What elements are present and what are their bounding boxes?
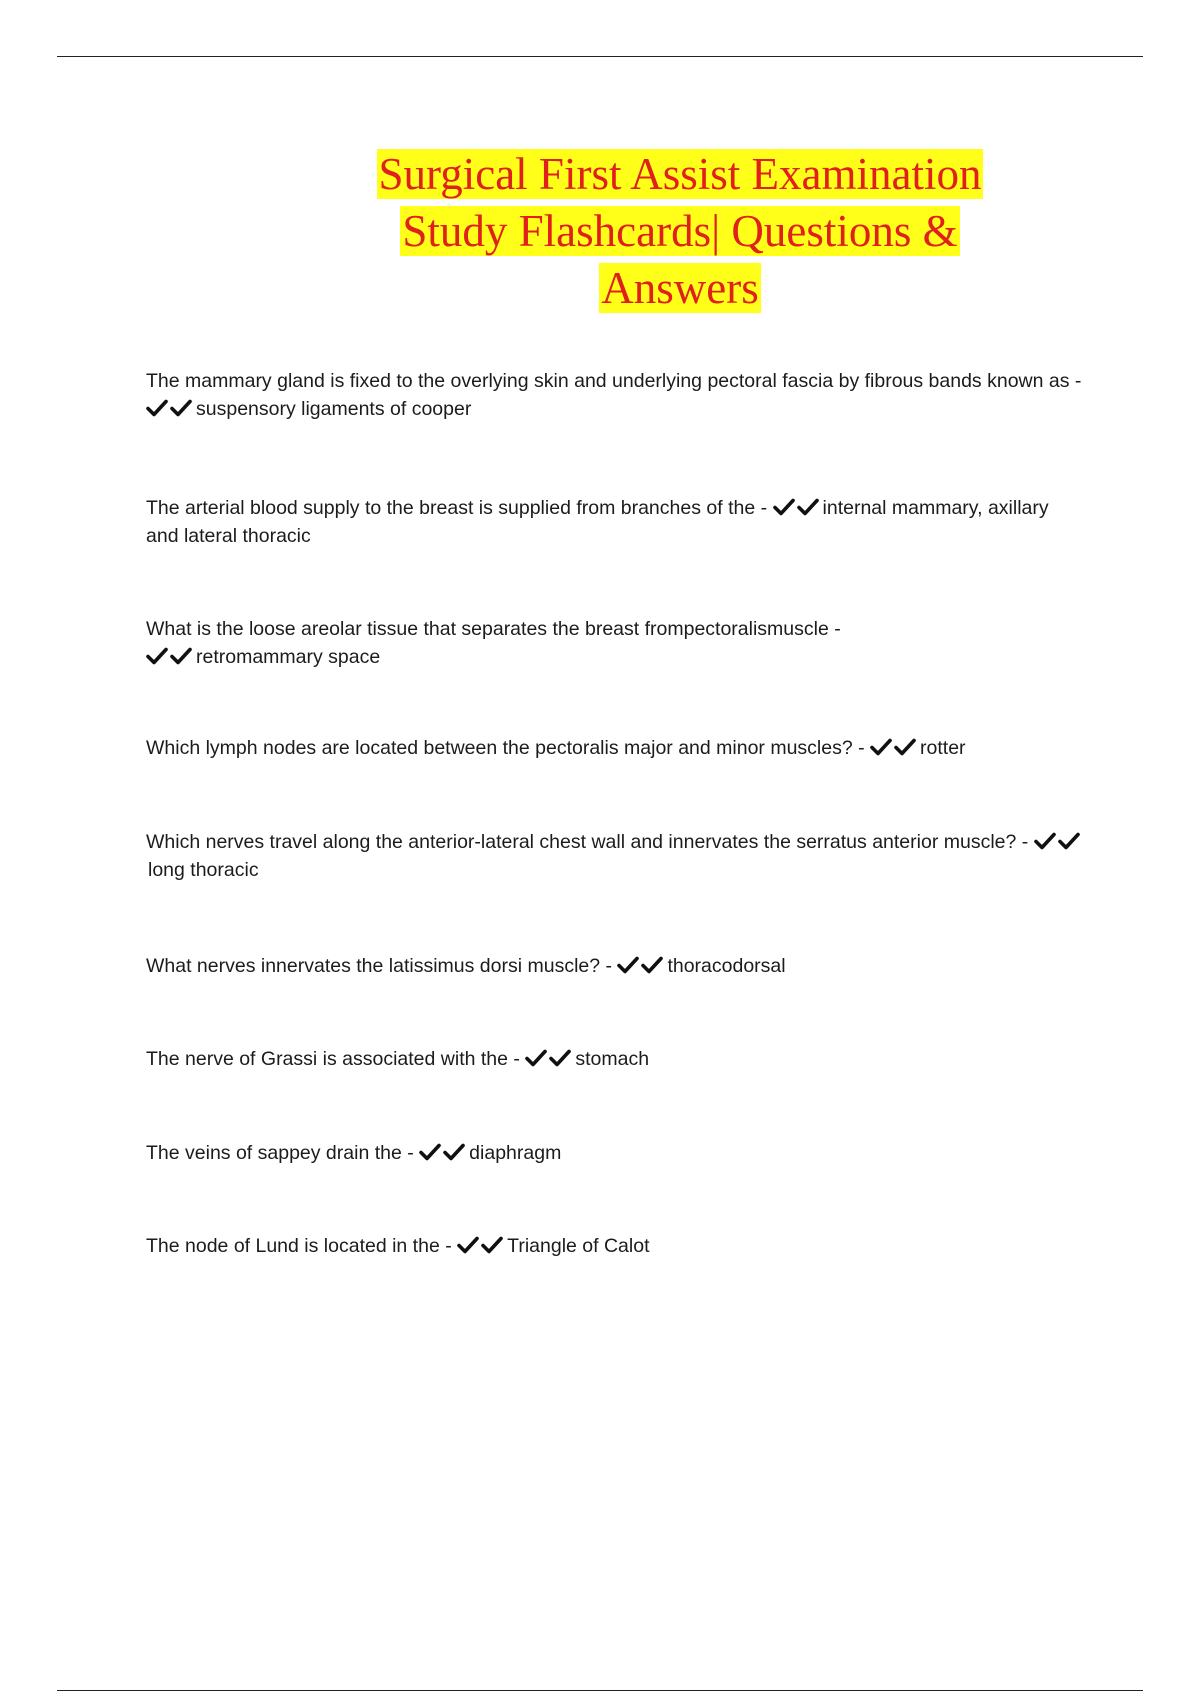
flashcard: [146, 615, 1086, 671]
top-rule: [57, 56, 1143, 57]
document-title: [330, 146, 1030, 317]
flashcard-answer: suspensory ligaments of cooper: [196, 398, 472, 420]
checkmark-icon: [549, 1049, 571, 1067]
checkmark-icon: [170, 647, 192, 665]
flashcard-question: Which nerves travel along the anterior-lateral chest wall and innervates the serratus anterior muscle? -: [146, 831, 1029, 853]
flashcard: [146, 1232, 1086, 1260]
flashcard-question: The node of Lund is located in the -: [146, 1235, 452, 1257]
checkmark-icon: [870, 738, 892, 756]
flashcard-answer: diaphragm: [469, 1142, 562, 1164]
checkmark-icon: [419, 1143, 441, 1161]
flashcard-answer: long thoracic: [148, 859, 259, 881]
flashcard-question: Which lymph nodes are located between the pectoralis major and minor muscles? -: [146, 737, 865, 759]
flashcard: [146, 952, 1086, 980]
checkmark-icon: [797, 498, 819, 516]
checkmark-icon: [443, 1143, 465, 1161]
flashcard-answer: thoracodorsal: [667, 955, 786, 977]
checkmark-icon: [1034, 832, 1056, 850]
title-line-1: Surgical First Assist Examination: [378, 149, 982, 199]
flashcard: [146, 734, 1086, 762]
bottom-rule: [57, 1690, 1143, 1691]
flashcard-question: The veins of sappey drain the -: [146, 1142, 414, 1164]
flashcard-question: The arterial blood supply to the breast is supplied from branches of the -: [146, 497, 768, 519]
title-line-3: Answers: [601, 263, 759, 313]
checkmark-icon: [457, 1236, 479, 1254]
checkmark-icon: [773, 498, 795, 516]
flashcard-answer: retromammary space: [196, 646, 381, 668]
flashcard-question: The mammary gland is fixed to the overlying skin and underlying pectoral fascia by fibrous bands known as -: [146, 370, 1082, 392]
flashcard-answer: stomach: [575, 1048, 650, 1070]
flashcard: [146, 1045, 1086, 1073]
checkmark-icon: [617, 956, 639, 974]
flashcard-question: What is the loose areolar tissue that separates the breast frompectoralismuscle -: [146, 618, 841, 640]
flashcard-answer: Triangle of Calot: [507, 1235, 650, 1257]
checkmark-icon: [525, 1049, 547, 1067]
flashcard-question: The nerve of Grassi is associated with the -: [146, 1048, 520, 1070]
checkmark-icon: [1058, 832, 1080, 850]
flashcard: [146, 828, 1086, 884]
flashcard-answer: internal mammary, axillary and lateral thoracic: [146, 497, 1049, 547]
checkmark-icon: [641, 956, 663, 974]
checkmark-icon: [146, 399, 168, 417]
title-line-2: Study Flashcards| Questions &: [402, 206, 958, 256]
flashcard-answer: rotter: [920, 737, 966, 759]
flashcard: [146, 1139, 1086, 1167]
checkmark-icon: [481, 1236, 503, 1254]
flashcard: [146, 367, 1086, 423]
checkmark-icon: [894, 738, 916, 756]
checkmark-icon: [170, 399, 192, 417]
checkmark-icon: [146, 647, 168, 665]
flashcard: [146, 494, 1086, 550]
flashcard-question: What nerves innervates the latissimus dorsi muscle? -: [146, 955, 613, 977]
